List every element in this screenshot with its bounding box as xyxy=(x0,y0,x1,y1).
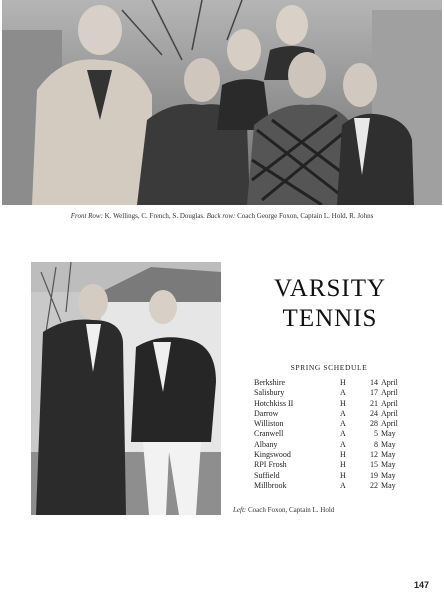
schedule-month: April xyxy=(381,408,398,418)
schedule-day: 8 xyxy=(374,439,378,449)
coach-captain-photo xyxy=(31,262,221,515)
schedule-venue: H xyxy=(340,470,346,480)
schedule-venue: A xyxy=(340,419,346,429)
schedule-row xyxy=(254,481,414,491)
schedule-day: 12 xyxy=(370,450,378,460)
caption-left-names: Coach Foxon, Captain L. Hold xyxy=(247,506,335,514)
schedule-school: Salisbury xyxy=(254,388,285,398)
schedule-venue: A xyxy=(340,439,346,449)
title-line-2: TENNIS xyxy=(282,305,378,332)
schedule-row xyxy=(254,450,414,460)
schedule-row xyxy=(254,399,414,409)
schedule-day: 5 xyxy=(374,429,378,439)
schedule-school: Darrow xyxy=(254,408,279,418)
schedule-month: May xyxy=(381,439,396,449)
back-row-names: Coach George Foxon, Captain L. Hold, R. Johns xyxy=(237,212,374,220)
schedule-row xyxy=(254,378,414,388)
schedule-venue: H xyxy=(340,460,346,470)
schedule-venue: H xyxy=(340,450,346,460)
schedule-school: Millbrook xyxy=(254,480,287,490)
caption-left-label: Left: xyxy=(233,506,247,514)
schedule-row xyxy=(254,388,414,398)
schedule-venue: A xyxy=(340,388,346,398)
schedule-school: Cranwell xyxy=(254,429,284,439)
schedule-school: Kingswood xyxy=(254,450,291,460)
schedule-table xyxy=(254,378,414,491)
schedule-day: 14 xyxy=(370,378,378,387)
schedule-venue: A xyxy=(340,408,346,418)
schedule-row xyxy=(254,419,414,429)
schedule-row xyxy=(254,460,414,470)
schedule-month: May xyxy=(381,450,396,460)
schedule-day: 28 xyxy=(370,419,378,429)
schedule-month: May xyxy=(381,470,396,480)
team-photo xyxy=(2,0,442,205)
coach-captain-caption xyxy=(233,506,334,514)
schedule-month: April xyxy=(381,388,398,398)
schedule-month: April xyxy=(381,398,398,408)
schedule-row xyxy=(254,429,414,439)
title-line-1: VARSITY xyxy=(273,275,387,302)
schedule-day: 15 xyxy=(370,460,378,470)
schedule-row xyxy=(254,440,414,450)
schedule-month: May xyxy=(381,460,396,470)
schedule-school: RPI Frosh xyxy=(254,460,287,470)
schedule-row xyxy=(254,471,414,481)
schedule-day: 22 xyxy=(370,480,378,490)
schedule-venue: A xyxy=(340,429,346,439)
schedule-school: Berkshire xyxy=(254,378,286,387)
schedule-school: Suffield xyxy=(254,470,280,480)
schedule-venue: H xyxy=(340,378,346,387)
schedule-day: 21 xyxy=(370,398,378,408)
schedule-row xyxy=(254,409,414,419)
back-row-label: Back row: xyxy=(206,212,236,220)
page-title xyxy=(240,274,420,334)
schedule-venue: A xyxy=(340,480,346,490)
schedule-day: 17 xyxy=(370,388,378,398)
schedule-month: May xyxy=(381,480,396,490)
schedule-heading: SPRING SCHEDULE xyxy=(290,363,368,372)
schedule-school: Hotchkiss II xyxy=(254,398,294,408)
schedule-school: Albany xyxy=(254,439,278,449)
page-number: 147 xyxy=(414,580,430,590)
front-row-names: K. Wellings, C. French, S. Douglas. xyxy=(104,212,205,220)
schedule-month: May xyxy=(381,429,396,439)
schedule-venue: H xyxy=(340,398,346,408)
schedule-day: 24 xyxy=(370,408,378,418)
schedule-month: April xyxy=(381,378,398,387)
schedule-day: 19 xyxy=(370,470,378,480)
team-photo-caption xyxy=(0,212,444,220)
schedule-month: April xyxy=(381,419,398,429)
schedule-school: Williston xyxy=(254,419,284,429)
front-row-label: Front Row: xyxy=(70,212,103,220)
